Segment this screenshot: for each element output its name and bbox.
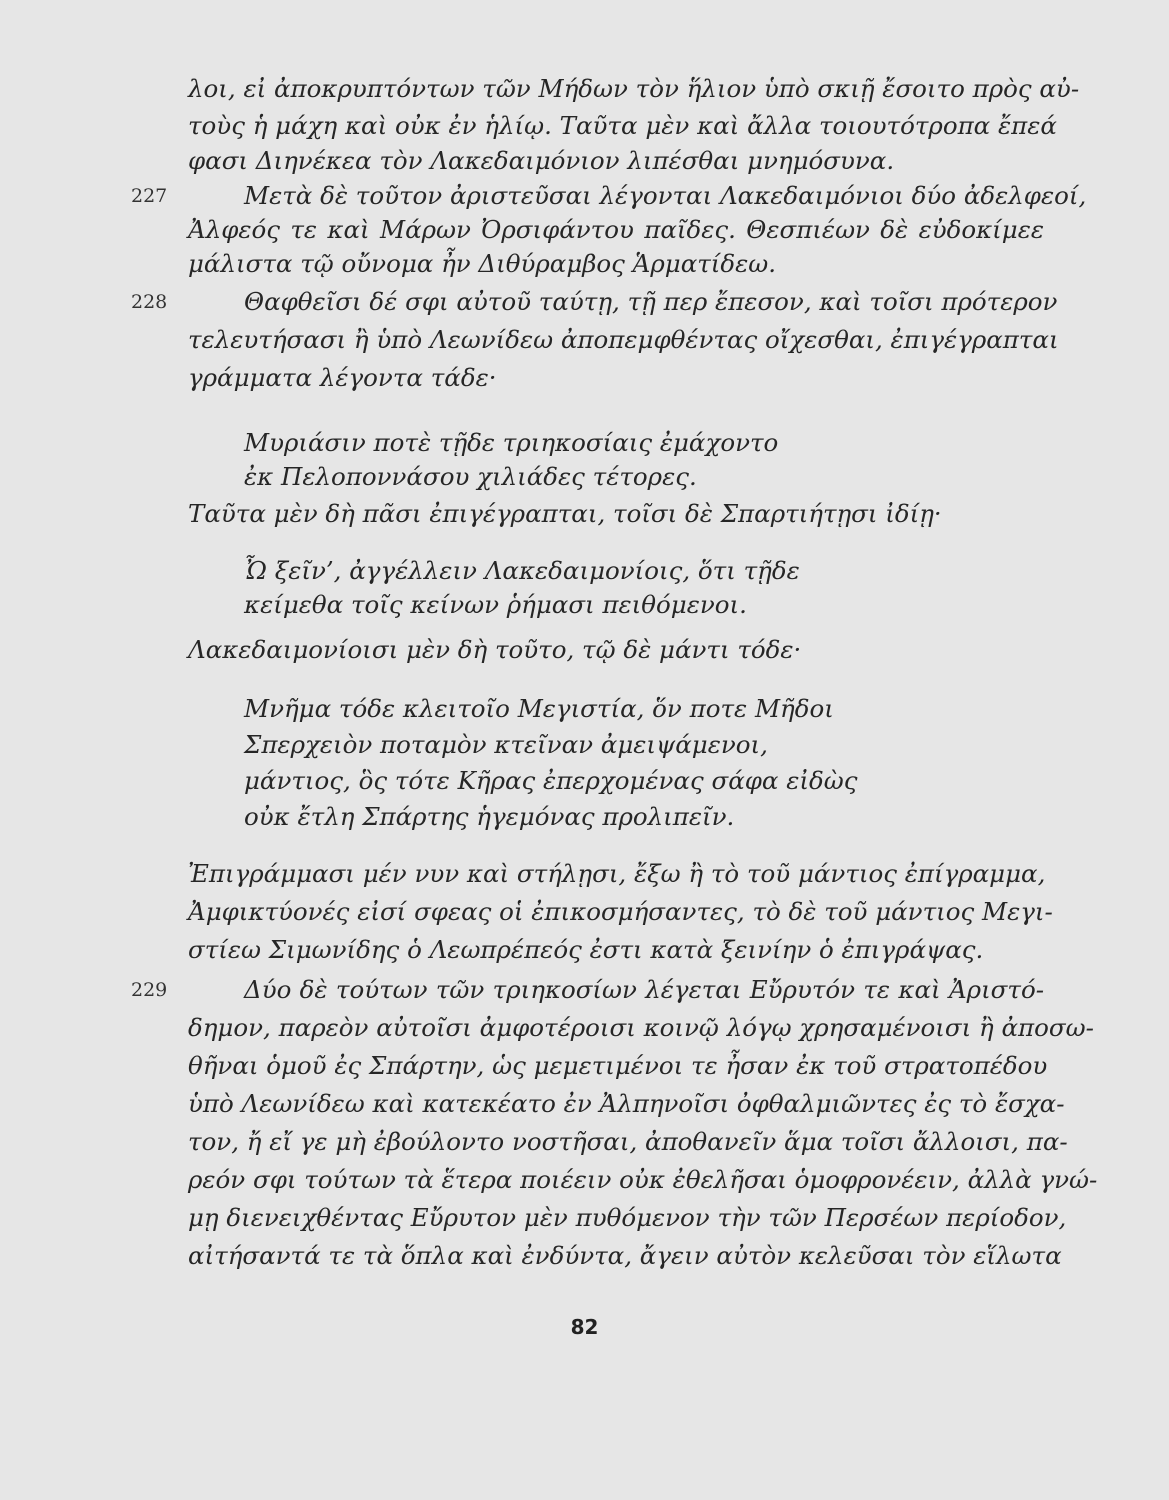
text-line: δημον, παρεὸν αὐτοῖσι ἀμφοτέροισι κοινῷ λόγῳ χρησαμένοισι ἢ ἀποσω- [188, 1013, 1094, 1042]
section-number: 229 [131, 979, 168, 1001]
text-line: Μετὰ δὲ τοῦτον ἀριστεῦσαι λέγονται Λακεδαιμόνιοι δύο ἀδελφεοί, [244, 181, 1087, 210]
epigram-line: ἐκ Πελοποννάσου χιλιάδες τέτορες. [244, 462, 697, 491]
text-line: Δύο δὲ τούτων τῶν τριηκοσίων λέγεται Εὔρυτόν τε καὶ Ἀριστό- [244, 975, 1044, 1004]
epigram-line: κείμεθα τοῖς κείνων ῥήμασι πειθόμενοι. [244, 590, 747, 619]
text-line: μῃ διενειχθέντας Εὔρυτον μὲν πυθόμενον τὴν τῶν Περσέων περίοδον, [188, 1203, 1067, 1232]
text-line: αἰτήσαντά τε τὰ ὅπλα καὶ ἐνδύντα, ἄγειν αὐτὸν κελεῦσαι τὸν εἵλωτα [188, 1241, 1062, 1270]
section-number: 228 [131, 291, 168, 313]
text-line: μάλιστα τῷ οὔνομα ἦν Διθύραμβος Ἁρματίδεω. [188, 249, 777, 278]
text-line: τοὺς ἡ μάχη καὶ οὐκ ἐν ἡλίῳ. Ταῦτα μὲν καὶ ἄλλα τοιουτότροπα ἔπεά [188, 111, 1057, 140]
text-line: τον, ἤ εἴ γε μὴ ἐβούλοντο νοστῆσαι, ἀποθανεῖν ἅμα τοῖσι ἄλλοισι, πα- [188, 1127, 1068, 1156]
epigram-line: Ὦ ξεῖν’, ἀγγέλλειν Λακεδαιμονίοις, ὅτι τῇδε [244, 556, 800, 585]
text-line: τελευτήσασι ἢ ὑπὸ Λεωνίδεω ἀποπεμφθέντας οἴχεσθαι, ἐπιγέγραπται [188, 325, 1059, 354]
text-line: ρεόν σφι τούτων τὰ ἕτερα ποιέειν οὐκ ἐθελῆσαι ὁμοφρονέειν, ἀλλὰ γνώ- [188, 1165, 1098, 1194]
text-line: θῆναι ὁμοῦ ἐς Σπάρτην, ὡς μεμετιμένοι τε ἦσαν ἐκ τοῦ στρατοπέδου [188, 1051, 1048, 1080]
text-line: Λακεδαιμονίοισι μὲν δὴ τοῦτο, τῷ δὲ μάντι τόδε· [188, 635, 802, 664]
text-line: γράμματα λέγοντα τάδε· [188, 363, 497, 392]
epigram-line: Μυριάσιν ποτὲ τῇδε τριηκοσίαις ἐμάχοντο [244, 428, 779, 457]
text-line: Ἐπιγράμμασι μέν νυν καὶ στήλῃσι, ἔξω ἢ τὸ τοῦ μάντιος ἐπίγραμμα, [188, 859, 1046, 888]
text-line: Ἀλφεός τε καὶ Μάρων Ὀρσιφάντου παῖδες. Θεσπιέων δὲ εὐδοκίμεε [188, 215, 1044, 244]
text-line: ὑπὸ Λεωνίδεω καὶ κατεκέατο ἐν Ἀλπηνοῖσι ὀφθαλμιῶντες ἐς τὸ ἔσχα- [188, 1089, 1065, 1118]
epigram-line: μάντιος, ὃς τότε Κῆρας ἐπερχομένας σάφα εἰδὼς [244, 766, 858, 795]
section-number: 227 [131, 185, 168, 207]
text-line: στίεω Σιμωνίδης ὁ Λεωπρέπεός ἐστι κατὰ ξεινίην ὁ ἐπιγράψας. [188, 935, 984, 964]
page-number: 82 [570, 1315, 599, 1339]
text-line: Θαφθεῖσι δέ σφι αὐτοῦ ταύτῃ, τῇ περ ἔπεσον, καὶ τοῖσι πρότερον [244, 287, 1058, 316]
text-line: φασι Διηνέκεα τὸν Λακεδαιμόνιον λιπέσθαι μνημόσυνα. [188, 146, 895, 175]
epigram-line: Σπερχειὸν ποταμὸν κτεῖναν ἀμειψάμενοι, [244, 730, 768, 759]
epigram-line: οὐκ ἔτλη Σπάρτης ἡγεμόνας προλιπεῖν. [244, 802, 735, 831]
text-line: Ταῦτα μὲν δὴ πᾶσι ἐπιγέγραπται, τοῖσι δὲ Σπαρτιήτῃσι ἰδίῃ· [188, 499, 942, 528]
text-line: Ἀμφικτύονές εἰσί σφεας οἱ ἐπικοσμήσαντες, τὸ δὲ τοῦ μάντιος Μεγι- [188, 897, 1053, 926]
text-line: λοι, εἰ ἀποκρυπτόντων τῶν Μήδων τὸν ἥλιον ὑπὸ σκιῇ ἔσοιτο πρὸς αὐ- [188, 74, 1080, 103]
epigram-line: Μνῆμα τόδε κλειτοῖο Μεγιστία, ὅν ποτε Μῆδοι [244, 694, 834, 723]
